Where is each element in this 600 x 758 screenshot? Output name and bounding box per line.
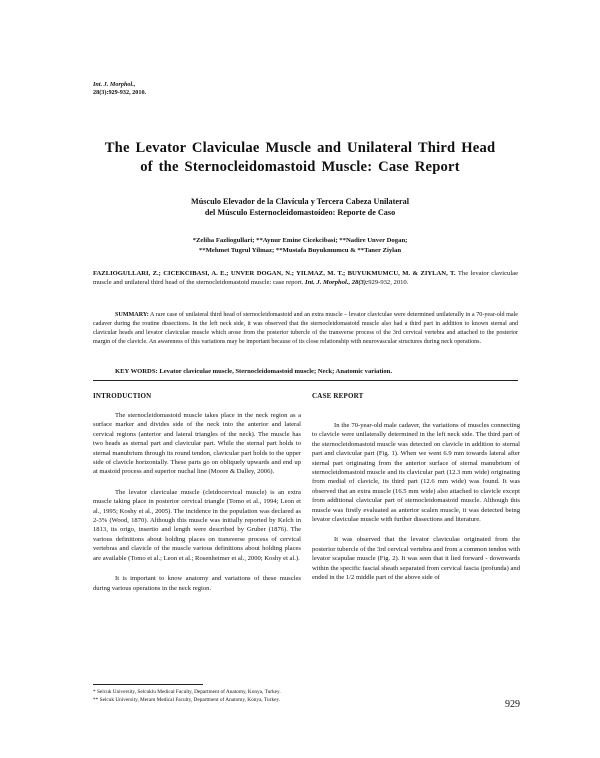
case-paragraph-2: It was observed that the levator claviculae originated from the posterior tubercle of the 3rd cervical vertebra and from a common tendon with levator scapulae muscle (Fig. 2). It was seen that it lied forward - downwards within the specific fascial sheath separated from cervical fascia (profunda) and ended in the 1/2 middle part of the above side of	[312, 536, 520, 582]
case-report-heading: CASE REPORT	[312, 392, 364, 400]
case-paragraph-1: In the 70-year-old male cadaver, the variations of muscles connecting to clavicle were unilaterally determined in the left neck side. The third part of the sternocleidomastoid muscle was detected on clavicle in addition to sternal part and clavicular part (Fig. 1). When we went 6.9 mm towards lateral after sternal part originating from the anterior surface of sternal manubrium of sternocleidomastoid muscle and its clavicular part (12.3 mm wide) originating from medial of clavicle, its third part (12.6 mm wide) was found. It was observed that an extra muscle (16.5 mm wide) also attached to clavicle except from additional clavicular part of sternocleidomastoid muscle. Although this muscle was firstly evaluated as anterior scalen muscle, it was detected being levator claviculae muscle with further dissections and literature.	[312, 422, 520, 524]
title-line-1: The Levator Claviculae Muscle and Unilateral Third Head	[104, 140, 496, 156]
right-column	[312, 421, 520, 594]
footnote-2: ** Selcuk University, Meram Medical Faculty, Department of Anatomy, Konya, Turkey.	[93, 697, 281, 704]
footnotes	[93, 688, 393, 704]
title-line-2: of the Sternocleidomastoid Muscle: Case Report	[140, 159, 460, 175]
journal-volume: 28(3):929-932, 2010.	[93, 89, 147, 96]
summary-text: A rare case of unilateral third head of sternocleidomastoid and an extra muscle – levator claviculae were determined unilaterally in a 70-year-old male cadaver during the routine dissections. In the left neck side, it was observed that the sternocleidomastoid muscle also had a third part in addition to known sternal and clavicular heads and levator claviculae muscle which arose from the posterior tubercle of the transverse process of the 3rd cervical vertebra and attached to the posterior margin of the clavicle. An awareness of this variations may be important because of its close relationship with neurovascular structures during neck operations.	[93, 312, 518, 345]
journal-name: Int. J. Morphol.,	[93, 81, 136, 88]
authors-line-1: *Zeliha Fazliogullari; **Aynur Emine Cicekcibasi; **Nadire Unver Dogan;	[192, 237, 408, 244]
subtitle-line-1: Músculo Elevador de la Clavícula y Tercera Cabeza Unilateral	[190, 197, 409, 206]
citation-journal: Int. J. Morphol., 28(3):	[305, 279, 369, 287]
introduction-heading: INTRODUCTION	[93, 392, 152, 400]
intro-paragraph-3: It is important to know anatomy and variations of these muscles during various operations in the neck region.	[93, 575, 301, 592]
subtitle-line-2: del Músculo Esternocleidomastoídeo: Reporte de Caso	[204, 208, 396, 217]
keywords: KEY WORDS: Levator claviculae muscle, Sternocleidomastoid muscle; Neck; Anatomic variation.	[115, 368, 392, 375]
page-number: 929	[505, 699, 520, 710]
authors-line-2: **Mehmet Tugrul Yilmaz; **Mustafa Buyukmumcu & **Taner Ziylan	[198, 246, 402, 254]
author-list	[150, 236, 450, 255]
summary-label: SUMMARY:	[115, 312, 149, 318]
summary-block	[93, 311, 518, 347]
journal-reference	[93, 81, 146, 97]
article-subtitle	[140, 196, 460, 218]
citation-pages: 929-932, 2010.	[368, 279, 409, 287]
citation-title: The levator claviculae muscle and unilateral third head of the sternocleidomastoid muscle: case report.	[93, 270, 519, 287]
intro-paragraph-1: The sternocleidomastoid muscle takes place in the neck region as a surface marker and divides side of the neck into the anterior and lateral cervical regions (anterior and lateral triangles of the neck). The muscle has two heads as sternal part and clavicular part. While the sternal part holds to sternal manubrium through its round tendon, clavicular part holds to the upper side of clavicle horizontally. These parts go on obliquely upwards and end up at mastoid process and superior nuchal line (Moore & Dalley, 2006).	[93, 412, 301, 476]
left-column	[93, 411, 301, 604]
article-title	[80, 139, 520, 177]
footnote-divider	[93, 684, 203, 685]
intro-paragraph-2: The levator claviculae muscle (cleidocervical muscle) is an extra muscle taking place in posterior cervical triangle (Tomo et al., 1994; Leon et al., 1995; Koshy et al., 2005). The incidence in the population was declared as 2-3% (Wood, 1870). Although this muscle was initially reported by Kelch in 1813, its origo, insertio and length were described by Gruber (1876). The various definitions about holding places on transverse process of cervical vertebras and clavicle of the muscle various definitions about holding places are available (Tomo et al.; Leon et al.; Rosenheimer et al., 2000; Koshy et al.).	[93, 488, 301, 562]
footnote-1: * Selcuk University, Selcuklu Medical Faculty, Department of Anatomy, Konya, Turkey.	[93, 689, 281, 695]
citation-block	[93, 269, 518, 288]
section-divider	[93, 380, 518, 381]
citation-authors: FAZLIOGULLARI, Z.; CICEKCIBASI, A. E.; UNVER DOGAN, N.; YILMAZ, M. T.; BUYUKMUMCU, M. & ZIYLAN, T.	[93, 270, 456, 277]
